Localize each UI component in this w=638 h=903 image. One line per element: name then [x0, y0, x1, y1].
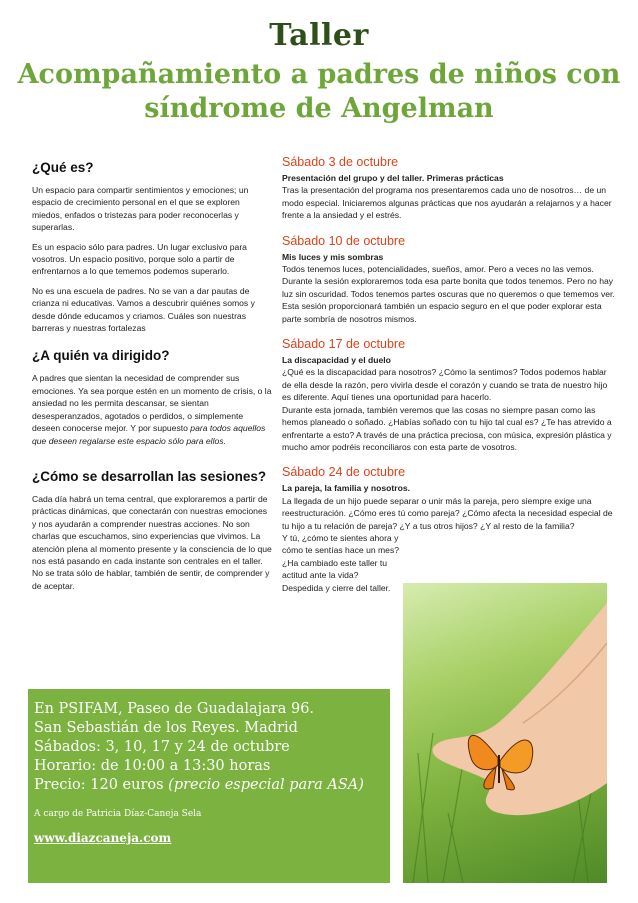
info-box [28, 689, 390, 883]
session-text: Todos tenemos luces, potencialidades, sueños, amor. Pero a veces no las vemos. Durante la sesión exploraremos toda esa parte bonita que todos tenemos. Pero no hay luz sin oscuridad. Todos tenemos partes oscuras que no queremos o que tememos ver. Esta sesión proporcionará también un espacio seguro en el que poder explorar esta parte sombría de nosotros mismos. [282, 264, 615, 324]
session-text: La llegada de un hijo puede separar o unir más la pareja, pero siempre exige una reestructuración. ¿Cómo eres tú como pareja? ¿Cómo afecta la necesidad especial de tu hijo a tu relación de pareja? ¿Y a tus otros hijos? ¿Y al resto de la familia? [282, 495, 613, 531]
hand-butterfly-photo [403, 583, 607, 883]
paragraph: No es una escuela de padres. No se van a dar pautas de crianza ni educativas. Vamos a descubrir quiénes somos y desde dónde educamos y criamos. Cuáles son nuestras barreras y nuestras fortalezas [32, 285, 255, 334]
session-1 [282, 155, 618, 222]
website-link[interactable]: www.diazcaneja.com [34, 831, 172, 845]
session-date: Sábado 24 de octubre [282, 465, 406, 480]
page-title: Taller [269, 18, 369, 53]
title-block [0, 18, 638, 126]
session-text: Despedida y cierre del taller. [282, 582, 391, 593]
paragraph: Un espacio para compartir sentimientos y emociones; un espacio de crecimiento personal en el que se exploren miedos, enfados o tristezas para poder reconocerlas y superarlas. [32, 185, 249, 233]
price-text: Precio: 120 euros [34, 777, 164, 793]
session-date: Sábado 10 de octubre [282, 233, 406, 248]
left-column [32, 160, 272, 606]
paragraph: Es un espacio sólo para padres. Un lugar exclusivo para vosotros. Un espacio positivo, porque solo a partir de enfrentarnos a lo que tememos podemos superarlo. [32, 241, 247, 277]
session-subtitle: Presentación del grupo y del taller. Primeras prácticas [282, 173, 504, 183]
session-text: Tras la presentación del programa nos presentaremos cada uno de nosotros… de un modo especial. Iniciaremos algunas prácticas que nos ayudarán a relajarnos y a hacer frente a la ansiedad y el estrés. [282, 185, 612, 221]
section-heading: ¿A quién va dirigido? [32, 348, 170, 364]
session-text: Durante esta jornada, también veremos que las cosas no siempre pasan como las hemos planeado o soñado. ¿Habías soñado con tu hijo tal cual es? ¿Te has atrevido a enfrentarte a esto? A través de una práctica preciosa, con música, expresión plástica y mucho amor podréis reconciliaros con esta parte de vosotros. [282, 404, 612, 452]
session-text: Y tú, ¿cómo te sientes ahora y cómo te sentías hace un mes? ¿Ha cambiado este taller tu actitud ante la vida? [282, 532, 400, 581]
session-3 [282, 337, 618, 453]
session-date: Sábado 3 de octubre [282, 155, 399, 169]
info-price [28, 776, 390, 795]
paragraph [32, 372, 272, 446]
section-que-es [32, 160, 272, 334]
session-subtitle: Mis luces y mis sombras [282, 251, 384, 262]
page-subtitle: Acompañamiento a padres de niños con síndrome de Angelman [17, 59, 621, 124]
session-subtitle: La pareja, la familia y nosotros. [282, 483, 410, 494]
price-note: (precio especial para ASA) [168, 777, 364, 793]
info-location: En PSIFAM, Paseo de Guadalajara 96. [34, 701, 315, 717]
session-date: Sábado 17 de octubre [282, 337, 406, 352]
right-column [282, 155, 618, 606]
info-city: San Sebastián de los Reyes. Madrid [34, 720, 298, 736]
section-a-quien [32, 348, 272, 446]
session-4 [282, 465, 618, 594]
section-heading: ¿Cómo se desarrollan las sesiones? [32, 468, 267, 484]
photo-illustration [403, 583, 607, 883]
paragraph-text: A padres que sientan la necesidad de comprender sus emociones. Ya sea porque estén en un momento de crisis, o la ansiedad no les permita descansar, se sientan desesperanzados, agotados o perdidos, o simplemente deseen conocerse mejor. Y por supuesto [32, 373, 272, 434]
session-subtitle: La discapacidad y el duelo [282, 355, 391, 366]
paragraph-italic: para todos aquellos que deseen regalarse este espacio sólo para ellos. [32, 423, 266, 446]
section-heading: ¿Qué es? [32, 160, 94, 175]
info-schedule: Horario: de 10:00 a 13:30 horas [34, 758, 271, 774]
section-como [32, 469, 272, 592]
info-dates: Sábados: 3, 10, 17 y 24 de octubre [34, 739, 290, 755]
session-2 [282, 234, 618, 325]
paragraph: Cada día habrá un tema central, que exploraremos a partir de prácticas dinámicas, que conectarán con nuestras emociones y nos ayudarán a comprender nuestras acciones. No son charlas que escuchamos, sino experiencias que vivimos. La atención plena al momento presente y la consciencia de lo que nos está pasando en cada instante son centrales en el taller. No se trata sólo de hablar, también de sentir, de comprender y de aceptar. [32, 493, 272, 591]
hand-shape [433, 603, 607, 815]
session-text: ¿Qué es la discapacidad para nosotros? ¿Cómo la sentimos? Todos podemos hablar de ella desde la razón, pero vivirla desde el corazón y cuando se trata de nuestro hijo es diferente. Aquí tienes una oportunidad para hacerlo. [282, 367, 608, 403]
info-credit: A cargo de Patricia Díaz-Caneja Sela [34, 809, 202, 819]
